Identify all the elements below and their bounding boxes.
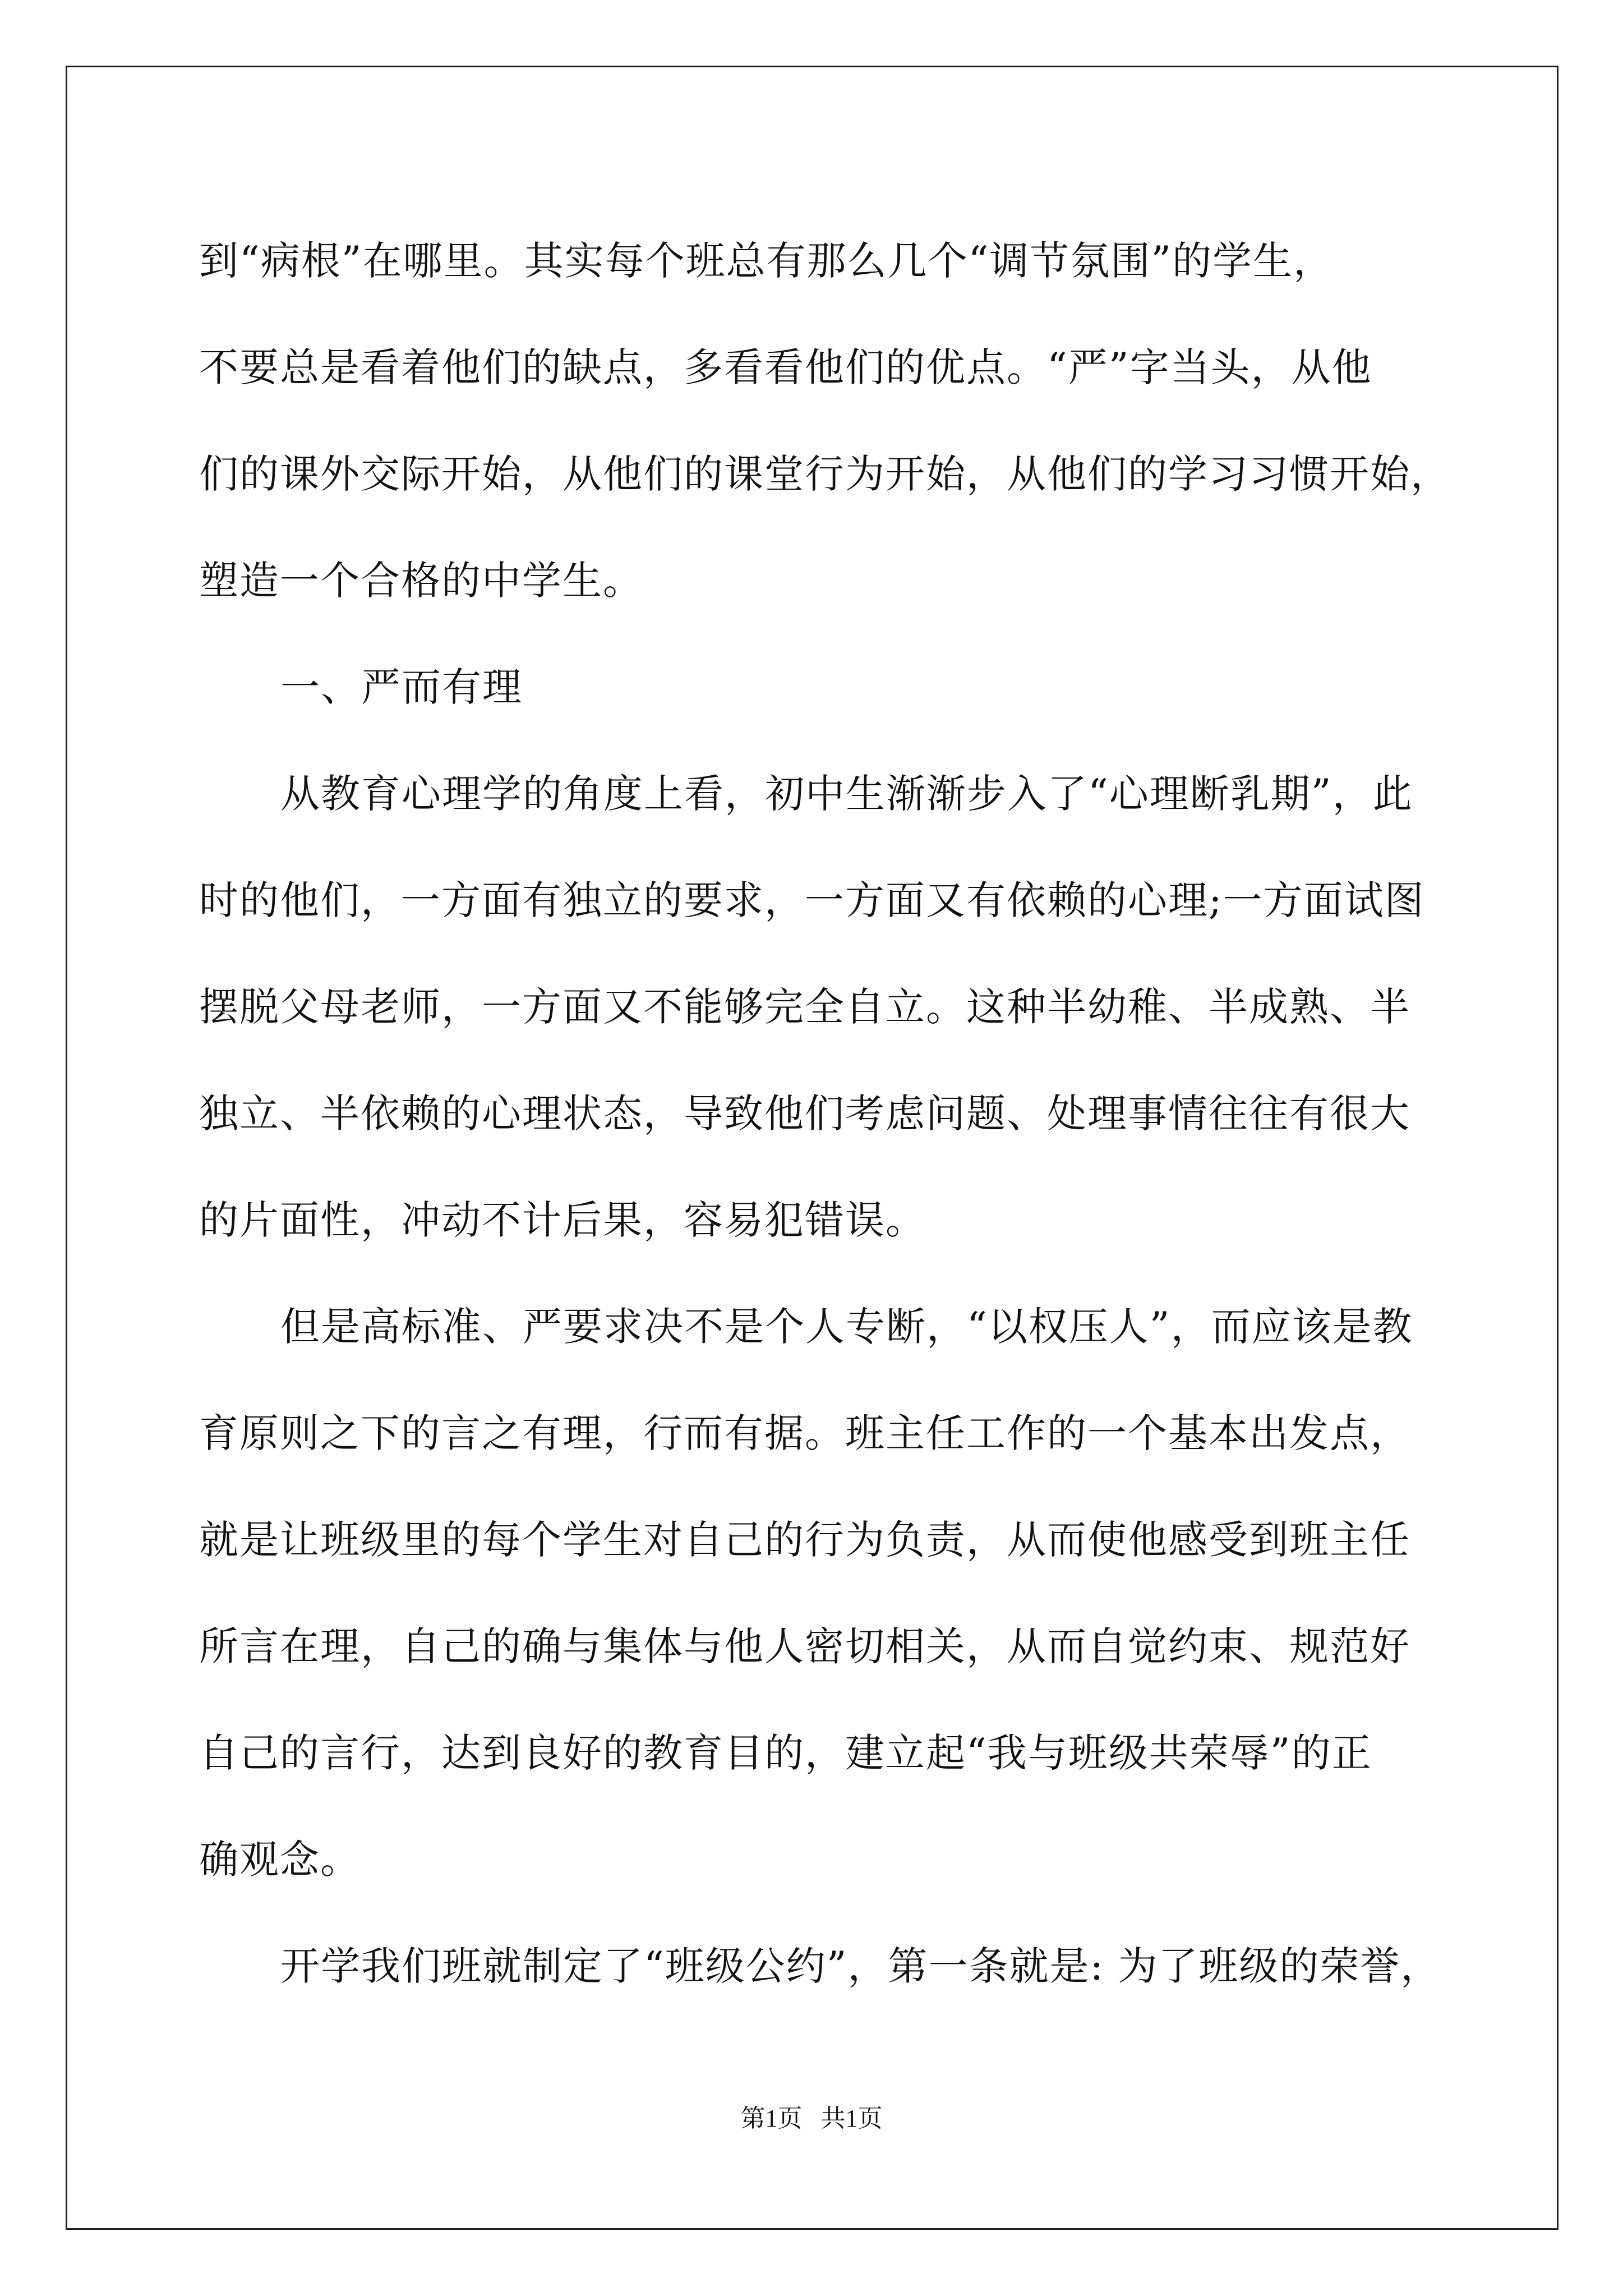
text-line: 们的课外交际开始，从他们的课堂行为开始，从他们的学习习惯开始，: [199, 451, 1451, 497]
text-line: 开学我们班就制定了“班级公约”，第一条就是: 为了班级的荣誉，: [280, 1943, 1441, 1989]
text-line: 自己的言行，达到良好的教育目的，建立起“我与班级共荣辱”的正: [199, 1730, 1372, 1776]
section-heading: 一、严而有理: [280, 664, 523, 710]
text-line: 的片面性，冲动不计后果，容易犯错误。: [199, 1197, 926, 1243]
text-line: 育原则之下的言之有理，行而有据。班主任工作的一个基本出发点，: [199, 1410, 1410, 1456]
text-line: 就是让班级里的每个学生对自己的行为负责，从而使他感受到班主任: [199, 1517, 1410, 1563]
text-line: 所言在理，自己的确与集体与他人密切相关，从而自觉约束、规范好: [199, 1623, 1410, 1669]
text-line: 时的他们，一方面有独立的要求，一方面又有依赖的心理;一方面试图: [199, 877, 1425, 923]
page-footer: 第1页 共1页: [740, 2105, 883, 2132]
text-line: 从教育心理学的角度上看，初中生渐渐步入了“心理断乳期”，此: [280, 771, 1413, 817]
text-line: 但是高标准、严要求决不是个人专断，“以权压人”，而应该是教: [280, 1304, 1413, 1350]
text-line: 塑造一个合格的中学生。: [199, 558, 643, 604]
text-line: 摆脱父母老师，一方面又不能够完全自立。这种半幼稚、半成熟、半: [199, 984, 1410, 1030]
text-line: 确观念。: [199, 1837, 361, 1883]
text-line: 不要总是看着他们的缺点，多看看他们的优点。“严”字当头，从他: [199, 344, 1372, 390]
document-body: [199, 208, 1451, 2019]
text-line: 到“病根”在哪里。其实每个班总有那么几个“调节氛围”的学生，: [199, 238, 1334, 284]
text-line: 独立、半依赖的心理状态，导致他们考虑问题、处理事情往往有很大: [199, 1091, 1410, 1137]
